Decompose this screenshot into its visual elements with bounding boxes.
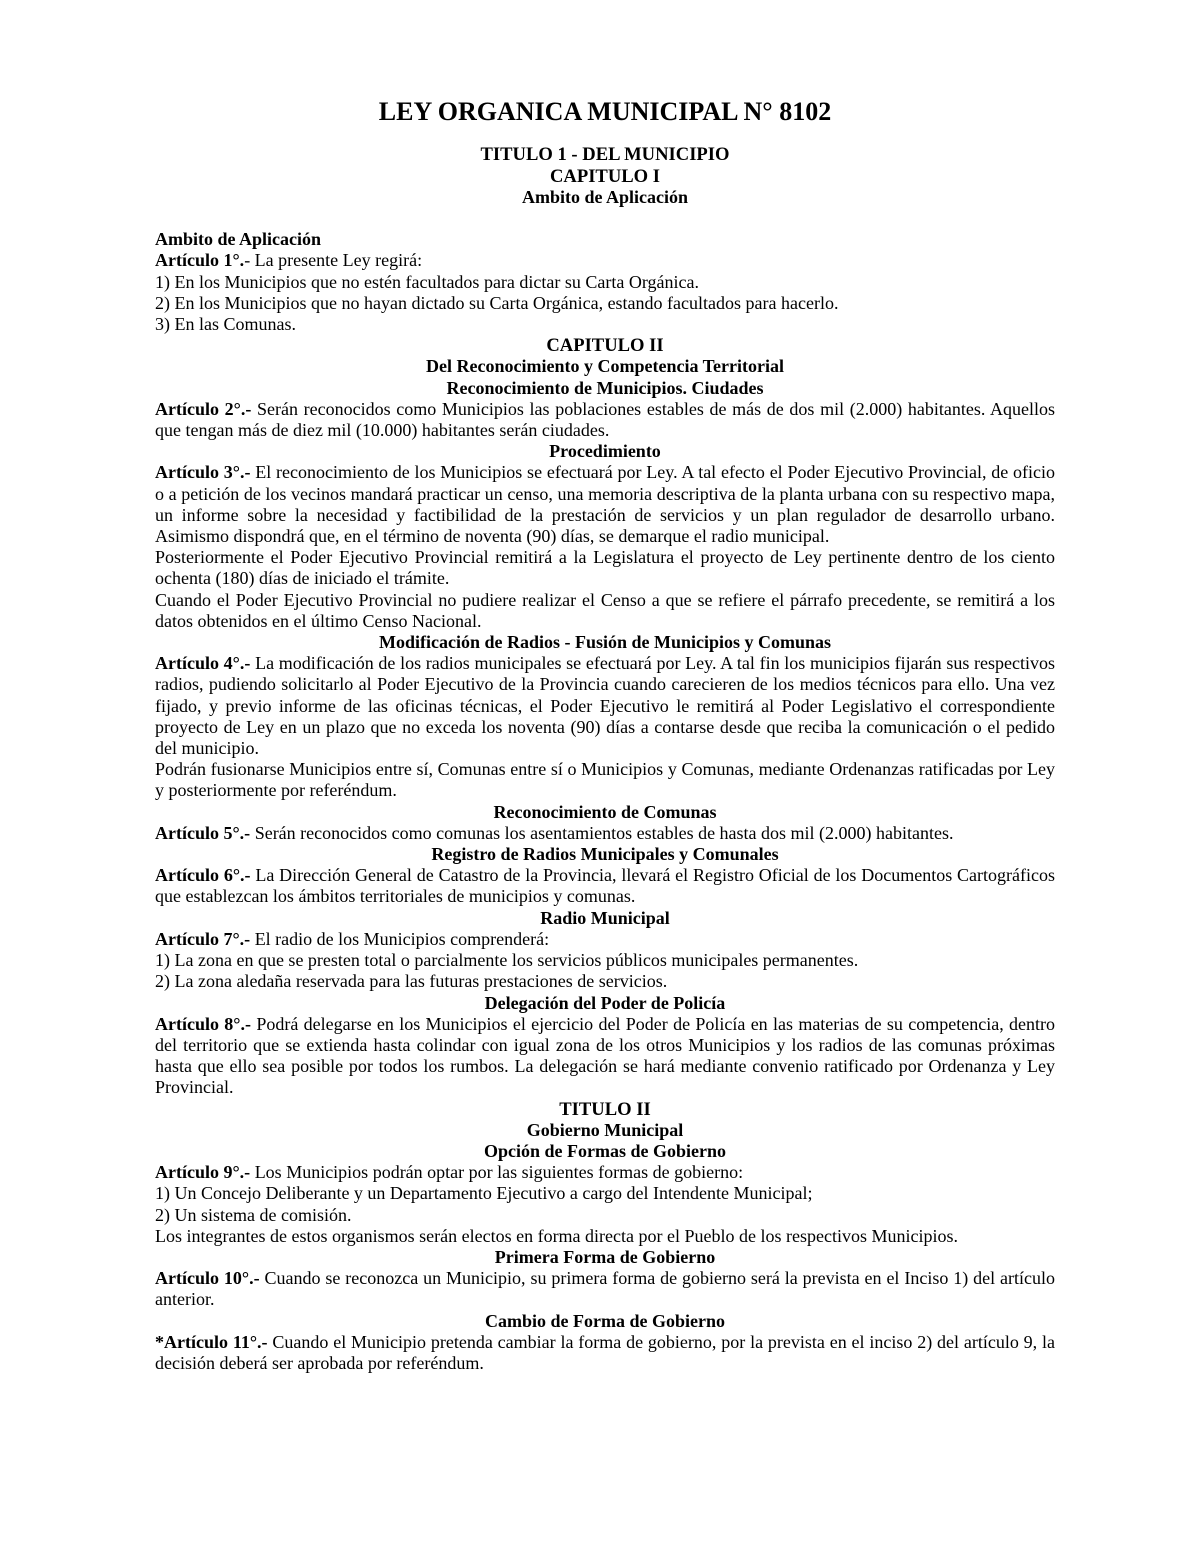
article-text: El radio de los Municipios comprenderá: xyxy=(254,928,550,949)
article-4-paragraph xyxy=(155,653,1055,759)
article-text: Serán reconocidos como comunas los asentamientos estables de hasta dos mil (2.000) habitantes. xyxy=(254,822,954,843)
article-5-paragraph xyxy=(155,823,1055,844)
article-number: Artículo 3°.- xyxy=(155,462,251,483)
section-heading: Opción de Formas de Gobierno xyxy=(484,1140,726,1161)
article-1-paragraph xyxy=(155,250,1055,271)
article-text: Cuando se reconozca un Municipio, su primera forma de gobierno será la prevista en el Inciso 1) del artículo anterior. xyxy=(155,1268,1055,1310)
section-heading: Delegación del Poder de Policía xyxy=(484,992,726,1013)
section-heading: Cambio de Forma de Gobierno xyxy=(485,1310,725,1331)
section-heading: Primera Forma de Gobierno xyxy=(494,1246,716,1267)
article-8-paragraph xyxy=(155,1014,1055,1099)
article-paragraph: Los integrantes de estos organismos serán electos en forma directa por el Pueblo de los respectivos Municipios. xyxy=(155,1225,958,1246)
article-11-paragraph xyxy=(155,1332,1055,1374)
list-item: 2) La zona aledaña reservada para las futuras prestaciones de servicios. xyxy=(155,971,668,992)
article-text: Los Municipios podrán optar por las siguientes formas de gobierno: xyxy=(254,1162,744,1183)
article-10-paragraph xyxy=(155,1268,1055,1310)
section-heading: Modificación de Radios - Fusión de Municipios y Comunas xyxy=(378,632,832,653)
article-text: La modificación de los radios municipales se efectuará por Ley. A tal fin los municipios fijarán sus respectivos radios, pudiendo solicitarlo al Poder Ejecutivo de la Provincia cuando carecieren de los medios técnicos para ello. Una vez fijado, y previo informe de las oficinas técnicas, el Poder Ejecutivo le remitirá al Poder Legislativo el correspondiente proyecto de Ley en un plazo que no exceda los noventa (90) días a contarse desde que reciba la comunicación o el pedido del municipio. xyxy=(155,653,1055,759)
document-body xyxy=(155,97,1055,1374)
article-number: Artículo 5°.- xyxy=(155,822,251,843)
section-heading: Reconocimiento de Municipios. Ciudades xyxy=(446,377,764,398)
article-number: Artículo 9°.- xyxy=(155,1162,251,1183)
section-heading: Gobierno Municipal xyxy=(526,1119,684,1140)
article-paragraph: Podrán fusionarse Municipios entre sí, Comunas entre sí o Municipios y Comunas, mediante Ordenanzas ratificadas por Ley y posteriormente por referéndum. xyxy=(155,759,1055,801)
titulo-heading: TITULO 1 - DEL MUNICIPIO xyxy=(480,144,730,166)
article-number: Artículo 6°.- xyxy=(155,865,251,886)
document-title: LEY ORGANICA MUNICIPAL N° 8102 xyxy=(378,97,832,126)
titulo-heading: TITULO II xyxy=(559,1098,651,1120)
article-text: Podrá delegarse en los Municipios el ejercicio del Poder de Policía en las materias de su competencia, dentro del territorio que se extienda hasta colindar con igual zona de los otros Municipios y los radios de las comunas próximas hasta que ello sea posible por todos los rumbos. La delegación se hará mediante convenio ratificado por Ordenanza y Ley Provincial. xyxy=(155,1013,1055,1098)
article-number: Artículo 7°.- xyxy=(155,928,251,949)
article-6-paragraph xyxy=(155,865,1055,907)
article-text: Serán reconocidos como Municipios las poblaciones estables de más de dos mil (2.000) habitantes. Aquellos que tengan más de diez mil (10.000) habitantes serán ciudades. xyxy=(155,398,1055,441)
blank-line xyxy=(155,208,1055,229)
capitulo-heading: CAPITULO II xyxy=(546,335,664,357)
section-heading: Del Reconocimiento y Competencia Territorial xyxy=(426,356,784,377)
article-number: Artículo 2°.- xyxy=(155,398,252,419)
article-paragraph: Cuando el Poder Ejecutivo Provincial no pudiere realizar el Censo a que se refiere el párrafo precedente, se remitirá a los datos obtenidos en el último Censo Nacional. xyxy=(155,589,1055,631)
article-paragraph: Posteriormente el Poder Ejecutivo Provincial remitirá a la Legislatura el proyecto de Ley pertinente dentro de los ciento ochenta (180) días de iniciado el trámite. xyxy=(155,547,1055,589)
list-item: 3) En las Comunas. xyxy=(155,314,296,334)
section-heading: Radio Municipal xyxy=(540,907,670,928)
capitulo-heading: CAPITULO I xyxy=(549,165,661,187)
article-2-paragraph xyxy=(155,399,1055,441)
article-number: Artículo 8°.- xyxy=(155,1013,251,1034)
section-heading: Reconocimiento de Comunas xyxy=(493,801,717,822)
list-item: 1) La zona en que se presten total o parcialmente los servicios públicos municipales permanentes. xyxy=(155,950,859,971)
article-number: *Artículo 11°.- xyxy=(155,1331,268,1352)
list-item: 1) En los Municipios que no estén facultados para dictar su Carta Orgánica. xyxy=(155,271,700,292)
section-heading: Registro de Radios Municipales y Comunales xyxy=(431,844,779,865)
article-3-paragraph xyxy=(155,462,1055,547)
section-heading: Procedimiento xyxy=(549,441,661,462)
list-item: 1) Un Concejo Deliberante y un Departamento Ejecutivo a cargo del Intendente Municipal; xyxy=(155,1183,813,1204)
article-text: El reconocimiento de los Municipios se efectuará por Ley. A tal efecto el Poder Ejecutivo Provincial, de oficio o a petición de los vecinos mandará practicar un censo, una memoria descriptiva de la planta urbana con su respectivo mapa, un informe sobre la necesidad y factibilidad de la prestación de servicios y un plan regulador de desarrollo urbano. Asimismo dispondrá que, en el término de noventa (90) días, se demarque el radio municipal. xyxy=(155,462,1055,547)
article-number: Artículo 1°. xyxy=(155,250,245,271)
section-heading-left: Ambito de Aplicación xyxy=(155,229,322,250)
section-heading: Ambito de Aplicación xyxy=(521,186,688,207)
article-9-paragraph xyxy=(155,1162,1055,1183)
list-item: 2) En los Municipios que no hayan dictado su Carta Orgánica, estando facultados para hacerlo. xyxy=(155,292,839,313)
article-7-paragraph xyxy=(155,929,1055,950)
article-number: Artículo 10°.- xyxy=(155,1268,260,1289)
article-text: Cuando el Municipio pretenda cambiar la forma de gobierno, por la prevista en el inciso 2) del artículo 9, la decisión deberá ser aprobada por referéndum. xyxy=(155,1331,1056,1373)
article-text: La Dirección General de Catastro de la Provincia, llevará el Registro Oficial de los Documentos Cartográficos que establezcan los ámbitos territoriales de municipios y comunas. xyxy=(155,865,1056,907)
list-item: 2) Un sistema de comisión. xyxy=(155,1204,352,1225)
article-number: Artículo 4°.- xyxy=(155,653,251,674)
article-text: - La presente Ley regirá: xyxy=(244,250,423,271)
